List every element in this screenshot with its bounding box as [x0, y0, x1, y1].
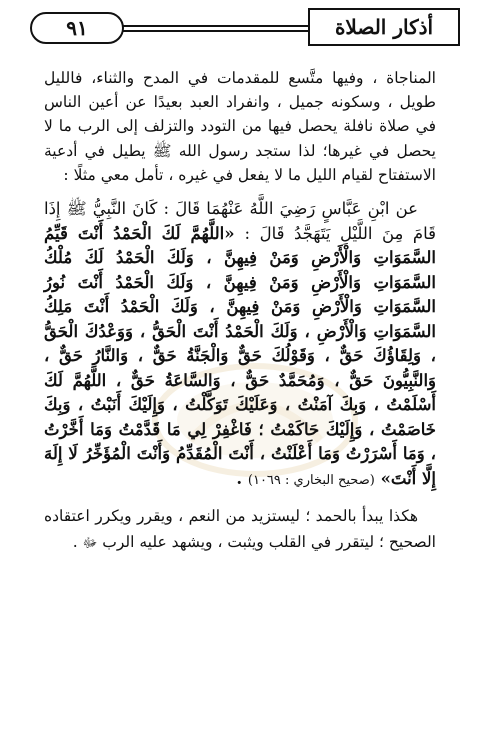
paragraph-1-text: المناجاة ، وفيها متَّسع للمقدمات في المدح والثناء، فالليل طويل ، وسكونه جميل ، وانفراد العبد بعيدًا عن أعين الناس في صلاة نافلة يحصل فيها من التودد والتزلف إلى الرب ما لا يحصل في غيرها؛ لذا ستجد رسول الله ﷺ يطيل في أدعية الاستفتاح لقيام الليل ما لا يفعل في غيره ، تأمل معي مثلًا : [44, 69, 436, 184]
paragraph-3-end-mark: . [72, 533, 78, 552]
page-content [44, 66, 436, 557]
paragraph-night-prayer [44, 66, 436, 187]
page-number-text: ٩١ [66, 16, 88, 40]
page-number [30, 12, 124, 44]
hadith-citation: (صحيح البخاري : ١٠٦٩) [247, 472, 375, 488]
section-title-text: أذكار الصلاة [334, 15, 434, 39]
honorific-mark: ﷻ [82, 536, 98, 552]
paragraph-hadith [44, 197, 436, 493]
hadith-intro-text: عن ابْنِ عَبَّاسٍ رَضِيَ اللَّهُ عَنْهُمَا قَالَ : كَانَ النَّبِيُّ ﷺ إِذَا قَامَ مِنَ اللَّيْلِ يَتَهَجَّدُ قَالَ : [44, 199, 437, 243]
section-title [308, 8, 460, 46]
hadith-end-mark: . [236, 468, 243, 488]
hadith-text: «اللَّهُمَّ لَكَ الْحَمْدُ أَنْتَ قَيِّمُ السَّمَوَاتِ وَالْأَرْضِ وَمَنْ فِيهِنَّ ، وَلَكَ الْحَمْدُ لَكَ مُلْكُ السَّمَوَاتِ وَالْأَرْضِ وَمَنْ فِيهِنَّ ، وَلَكَ الْحَمْدُ أَنْتَ نُورُ السَّمَوَاتِ وَالْأَرْضِ وَمَنْ فِيهِنَّ ، وَلَكَ الْحَمْدُ أَنْتَ مَلِكُ السَّمَوَاتِ وَالْأَرْضِ ، وَلَكَ الْحَمْدُ أَنْتَ الْحَقُّ ، وَوَعْدُكَ الْحَقُّ ، وَلِقَاؤُكَ حَقٌّ ، وَقَوْلُكَ حَقٌّ وَالْجَنَّةُ حَقٌّ ، وَالنَّارُ حَقٌّ ، وَالنَّبِيُّونَ حَقٌّ ، وَمُحَمَّدٌ حَقٌّ ، وَالسَّاعَةُ حَقٌّ ، اللَّهُمَّ لَكَ أَسْلَمْتُ ، وَبِكَ آمَنْتُ ، وَعَلَيْكَ تَوَكَّلْتُ ، وَإِلَيْكَ أَنَبْتُ ، وَبِكَ خَاصَمْتُ ، وَإِلَيْكَ حَاكَمْتُ ؛ فَاغْفِرْ لِي مَا قَدَّمْتُ وَمَا أَخَّرْتُ ، وَمَا أَسْرَرْتُ وَمَا أَعْلَنْتُ ، أَنْتَ الْمُقَدِّمُ وَأَنْتَ الْمُؤَخِّرُ لَا إِلَهَ إِلَّا أَنْتَ» [44, 223, 436, 488]
paragraph-conclusion [44, 503, 436, 557]
page-header [30, 8, 460, 46]
header-divider [122, 25, 310, 32]
paragraph-3-text: هكذا يبدأ بالحمد ؛ ليستزيد من النعم ، ويقرر ويكرر اعتقاده الصحيح ؛ ليتقرر في القلب ويثبت ، ويشهد عليه الرب [44, 507, 436, 552]
